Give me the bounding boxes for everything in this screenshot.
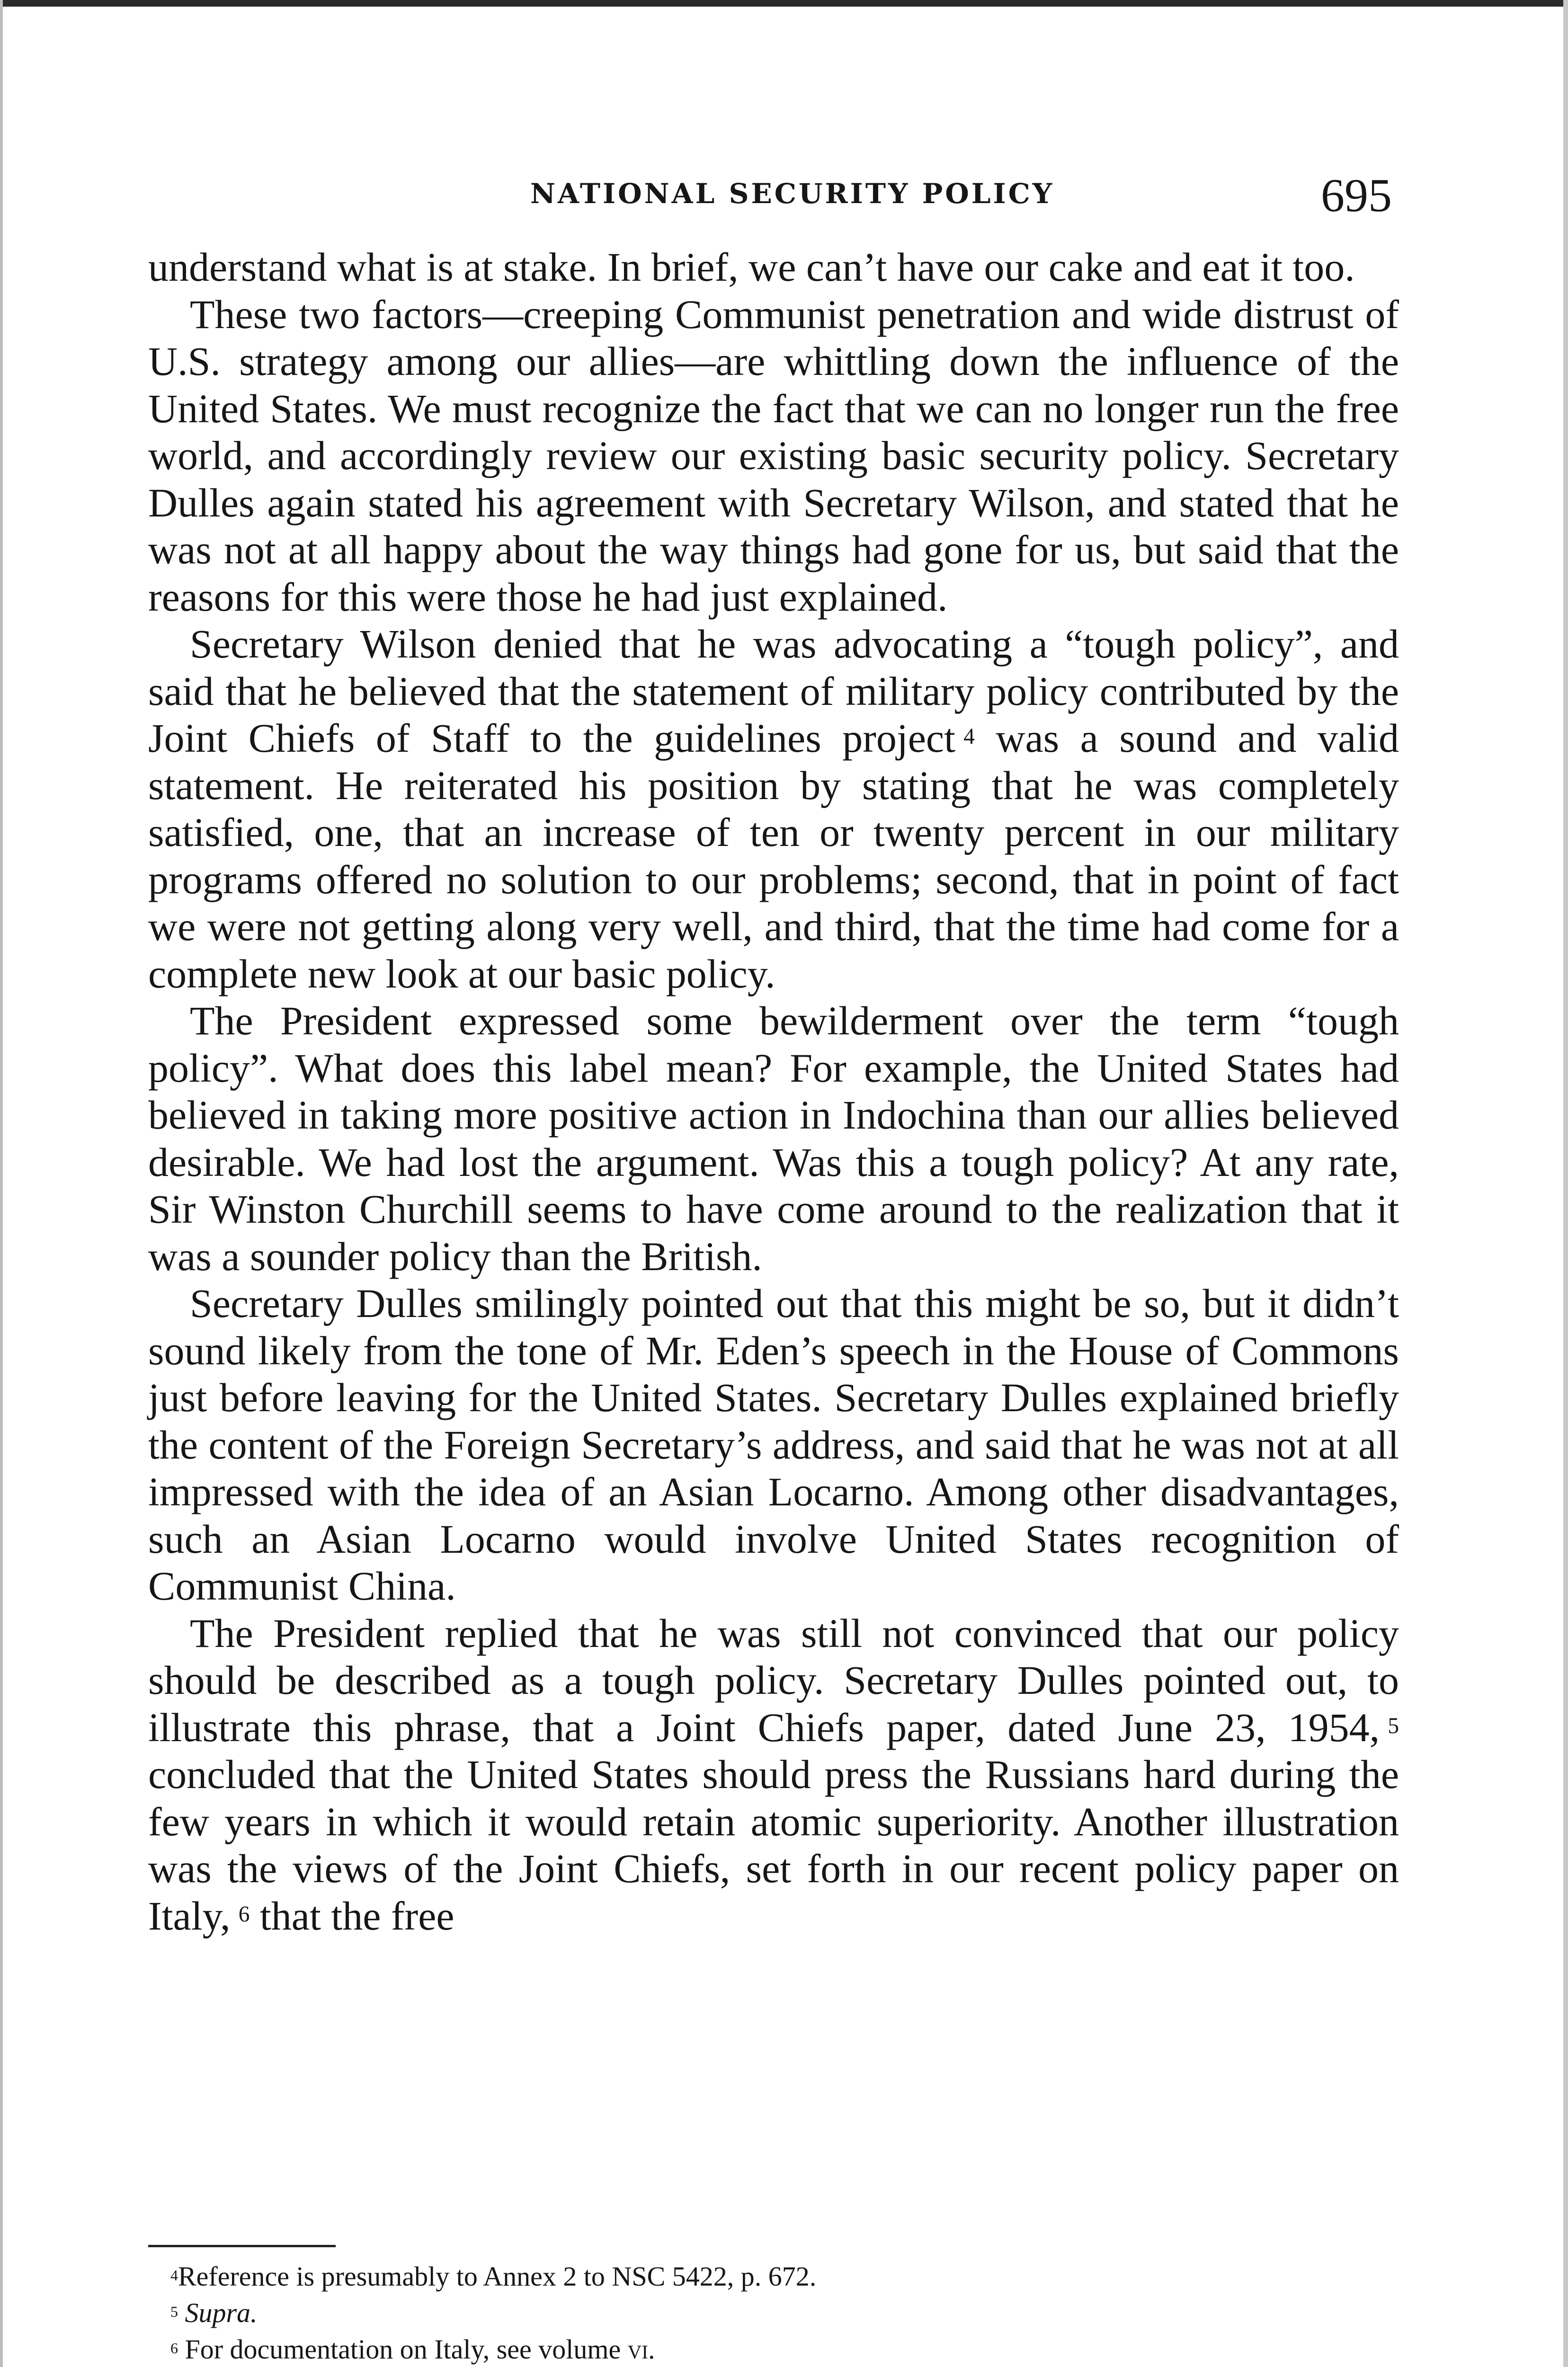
footnote-6-text: For documentation on Italy, see volume bbox=[185, 2334, 628, 2365]
footnote-4 bbox=[170, 2258, 1354, 2295]
running-head-title: NATIONAL SECURITY POLICY bbox=[530, 178, 1055, 210]
page-top-edge bbox=[0, 0, 1568, 7]
paragraph-3 bbox=[148, 621, 1399, 997]
paragraph-2: These two factors—creeping Communist penetration and wide distrust of U.S. strategy among our allies—are whittling down the influence of the United States. We must recognize the fact that we can no longer run the free world, and accordingly review our existing basic security policy. Secretary Dulles again stated his agreement with Secretary Wilson, and stated that he was not at all happy about the way things had gone for us, but said that the reasons for this were those he had just explained. bbox=[148, 291, 1399, 620]
paragraph-6 bbox=[148, 1610, 1399, 1940]
paragraph-6-part-a: The President replied that he was still not convinced that our policy should be described as a tough policy. Secretary Dulles pointed out, to illustrate this phrase, that a Joint Chiefs paper, dated June 23, 1954, bbox=[148, 1610, 1399, 1750]
page-left-edge bbox=[0, 0, 3, 2367]
footnote-divider bbox=[148, 2245, 336, 2247]
running-head bbox=[0, 168, 1568, 225]
paragraph-5: Secretary Dulles smilingly pointed out that this might be so, but it didn’t sound likely from the tone of Mr. Eden’s speech in the House of Commons just before leaving for the United States. Secretary Dulles explained briefly the content of the Foreign Secretary’s address, and said that he was not at all impressed with the idea of an Asian Locarno. Among other disadvantages, such an Asian Locarno would involve United States recognition of Communist China. bbox=[148, 1281, 1399, 1609]
body-text bbox=[148, 244, 1399, 1940]
footnote-5 bbox=[170, 2295, 1354, 2331]
paragraph-4: The President expressed some bewilderment over the term “tough policy”. What does this label mean? For example, the United States had believed in taking more positive action in Indochina than our allies believed desirable. We had lost the argument. Was this a tough policy? At any rate, Sir Winston Churchill seems to have come around to the realization that it was a sounder policy than the British. bbox=[148, 998, 1399, 1279]
footnote-5-text: Supra. bbox=[185, 2297, 258, 2328]
page-right-edge bbox=[1563, 0, 1568, 2367]
footnote-ref-4[interactable]: 4 bbox=[963, 724, 975, 749]
footnote-6 bbox=[170, 2331, 1354, 2367]
footnote-4-mark: 4 bbox=[170, 2267, 178, 2284]
footnote-5-mark: 5 bbox=[170, 2303, 178, 2320]
footnote-6-volume: vi. bbox=[627, 2334, 655, 2365]
footnotes bbox=[170, 2258, 1354, 2367]
footnote-ref-5[interactable]: 5 bbox=[1388, 1713, 1399, 1738]
footnote-ref-6[interactable]: 6 bbox=[238, 1902, 250, 1927]
footnote-4-text: Reference is presumably to Annex 2 to NSC 5422, p. 672. bbox=[178, 2261, 817, 2292]
page-number: 695 bbox=[1321, 169, 1392, 222]
paragraph-3-part-b: was a sound and valid statement. He reiterated his position by stating that he was completely satisfied, one, that an increase of ten or twenty percent in our military programs offered no solution to our problems; second, that in point of fact we were not getting along very well, and third, that the time had come for a complete new look at our basic policy. bbox=[148, 715, 1399, 997]
footnote-6-mark: 6 bbox=[170, 2340, 178, 2357]
paragraph-1: understand what is at stake. In brief, we can’t have our cake and eat it too. bbox=[148, 244, 1355, 290]
paragraph-6-part-c: that the free bbox=[249, 1893, 454, 1939]
paragraph-3-part-a: Secretary Wilson denied that he was advocating a “tough policy”, and said that he believed that the statement of military policy contributed by the Joint Chiefs of Staff to the guidelines project bbox=[148, 621, 1399, 761]
paragraph-6-part-b: concluded that the United States should press the Russians hard during the few years in which it would retain atomic superiority. Another illustration was the views of the Joint Chiefs, set forth in our recent policy paper on Italy, bbox=[148, 1752, 1399, 1939]
